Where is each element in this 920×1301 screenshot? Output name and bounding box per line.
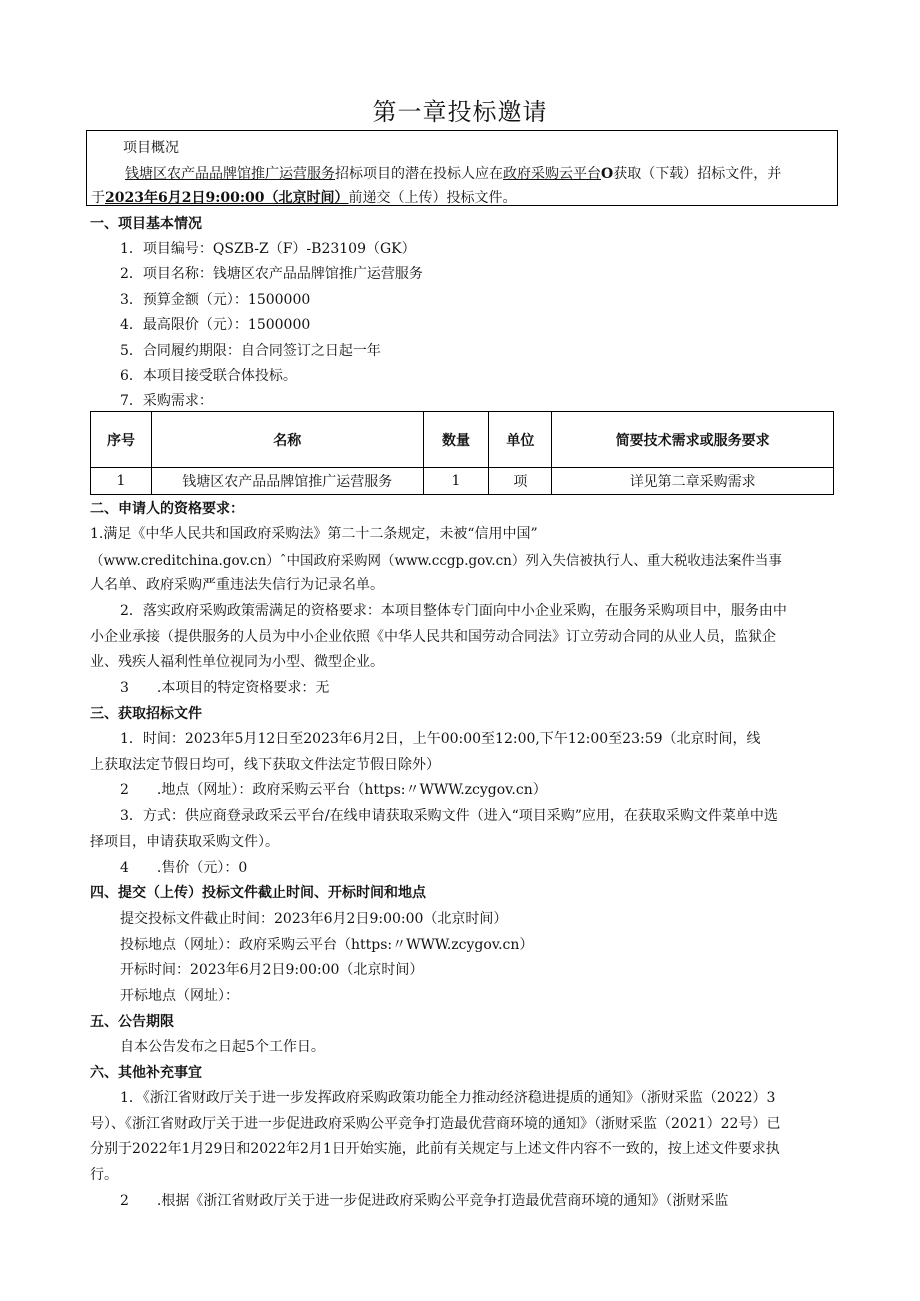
max-price: 4．最高限价（元）：1500000	[120, 317, 311, 333]
page-title: 第一章投标邀请	[372, 98, 548, 126]
header-quantity: 数量	[423, 412, 489, 468]
section-6-heading: 六、其他补充事宜	[90, 1065, 202, 1081]
cell-unit: 项	[489, 468, 552, 495]
overview-text-b: 获取（下载）招标文件，并	[613, 166, 782, 182]
cell-requirements: 详见第二章采购需求	[552, 468, 834, 495]
overview-project-name: 钱塘区农产品品牌馆推广运营服务	[125, 166, 335, 182]
project-number: 1．项目编号：QSZB-Z（F）-B23109（GK）	[120, 241, 416, 257]
qualification-1-line-1: 1.满足《中华人民共和国政府采购法》第二十二条规定，未被“信用中国”	[90, 526, 538, 542]
project-overview-box	[86, 130, 838, 206]
obtain-price: 4 .售价（元）：0	[120, 860, 248, 876]
overview-text-d: 前递交（上传）投标文件。	[348, 190, 517, 206]
section-5-heading: 五、公告期限	[90, 1014, 174, 1030]
overview-text-c: 于	[91, 190, 105, 206]
consortium-note: 6．本项目接受联合体投标。	[120, 368, 297, 384]
overview-line-1	[125, 163, 781, 183]
table-header-row	[91, 412, 834, 468]
section-1-heading: 一、项目基本情况	[90, 216, 202, 232]
cell-index: 1	[91, 468, 152, 495]
announcement-period: 自本公告发布之日起5个工作日。	[120, 1039, 325, 1055]
section-3-heading: 三、获取招标文件	[90, 706, 202, 722]
supplement-2-line-1: 2 .根据《浙江省财政厅关于进一步促进政府采购公平竞争打造最优营商环境的通知》（浙财采监	[120, 1193, 729, 1209]
qualification-1-line-2: （www.creditchina.gov.cn）ˆ中国政府采购网（www.ccgp.gov.cn）列入失信被执行人、重大税收违法案件当事	[90, 553, 782, 569]
opening-location: 开标地点（网址）：	[120, 988, 239, 1004]
overview-deadline: 2023年6月2日9:00:00（北京时间）	[105, 190, 349, 206]
qualification-1-line-3: 人名单、政府采购严重违法失信行为记录名单。	[90, 577, 384, 593]
header-index: 序号	[91, 412, 152, 468]
obtain-method-line-2: 择项目，申请获取采购文件）。	[90, 834, 279, 850]
supplement-1-line-4: 行。	[90, 1167, 118, 1183]
header-unit: 单位	[489, 412, 552, 468]
section-4-heading: 四、提交（上传）投标文件截止时间、开标时间和地点	[90, 885, 426, 901]
obtain-time-line-1: 1．时间：2023年5月12日至2023年6月2日，上午00:00至12:00,下午12:00至23:59（北京时间，线	[120, 731, 761, 747]
submission-location: 投标地点（网址）：政府采购云平台（https:〃WWW.zcygov.cn）	[120, 937, 534, 953]
qualification-2-line-1: 2．落实政府采购政策需满足的资格要求：本项目整体专门面向中小企业采购，在服务采购项目中，服务由中	[120, 603, 787, 619]
supplement-1-line-1: 1．《浙江省财政厅关于进一步发挥政府采购政策功能全力推动经济稳进提质的通知》（浙财采监（2022）3	[120, 1090, 776, 1106]
overview-text-a: 招标项目的潜在投标人应在	[335, 166, 503, 182]
qualification-2-line-3: 业、残疾人福利性单位视同为小型、微型企业。	[90, 654, 384, 670]
opening-time: 开标时间：2023年6月2日9:00:00（北京时间）	[120, 962, 424, 978]
obtain-time-line-2: 上获取法定节假日均可，线下获取文件法定节假日除外）	[90, 757, 440, 773]
procurement-needs-label: 7．采购需求：	[120, 393, 213, 409]
contract-period: 5．合同履约期限：自合同签订之日起一年	[120, 343, 381, 359]
overview-line-2	[91, 187, 517, 207]
table-row	[91, 468, 834, 495]
procurement-table	[90, 411, 834, 495]
qualification-2-line-2: 小企业承接（提供服务的人员为中小企业依照《中华人民共和国劳动合同法》订立劳动合同的从业人员，监狱企	[90, 629, 776, 645]
overview-label: 项目概况	[123, 140, 179, 156]
overview-platform: 政府采购云平台	[503, 166, 601, 182]
cell-name: 钱塘区农产品品牌馆推广运营服务	[151, 468, 423, 495]
project-name: 2．项目名称：钱塘区农产品品牌馆推广运营服务	[120, 266, 423, 282]
section-2-heading: 二、申请人的资格要求：	[90, 501, 244, 517]
header-requirements: 简要技术需求或服务要求	[552, 412, 834, 468]
overview-o-mark: O	[601, 166, 614, 182]
submission-deadline: 提交投标文件截止时间：2023年6月2日9:00:00（北京时间）	[120, 911, 508, 927]
cell-quantity: 1	[423, 468, 489, 495]
supplement-1-line-2: 号）、《浙江省财政厅关于进一步促进政府采购公平竞争打造最优营商环境的通知》（浙财采监（2021）22号）已	[90, 1116, 781, 1132]
budget-amount: 3．预算金额（元）：1500000	[120, 292, 311, 308]
qualification-3: 3 .本项目的特定资格要求：无	[120, 680, 330, 696]
obtain-location: 2 .地点（网址）：政府采购云平台（https:〃WWW.zcygov.cn）	[120, 782, 547, 798]
obtain-method-line-1: 3．方式：供应商登录政采云平台/在线申请获取采购文件（进入“项目采购”应用，在获取采购文件菜单中选	[120, 808, 778, 824]
supplement-1-line-3: 分别于2022年1月29日和2022年2月1日开始实施，此前有关规定与上述文件内容不一致的，按上述文件要求执	[90, 1141, 780, 1157]
header-name: 名称	[151, 412, 423, 468]
